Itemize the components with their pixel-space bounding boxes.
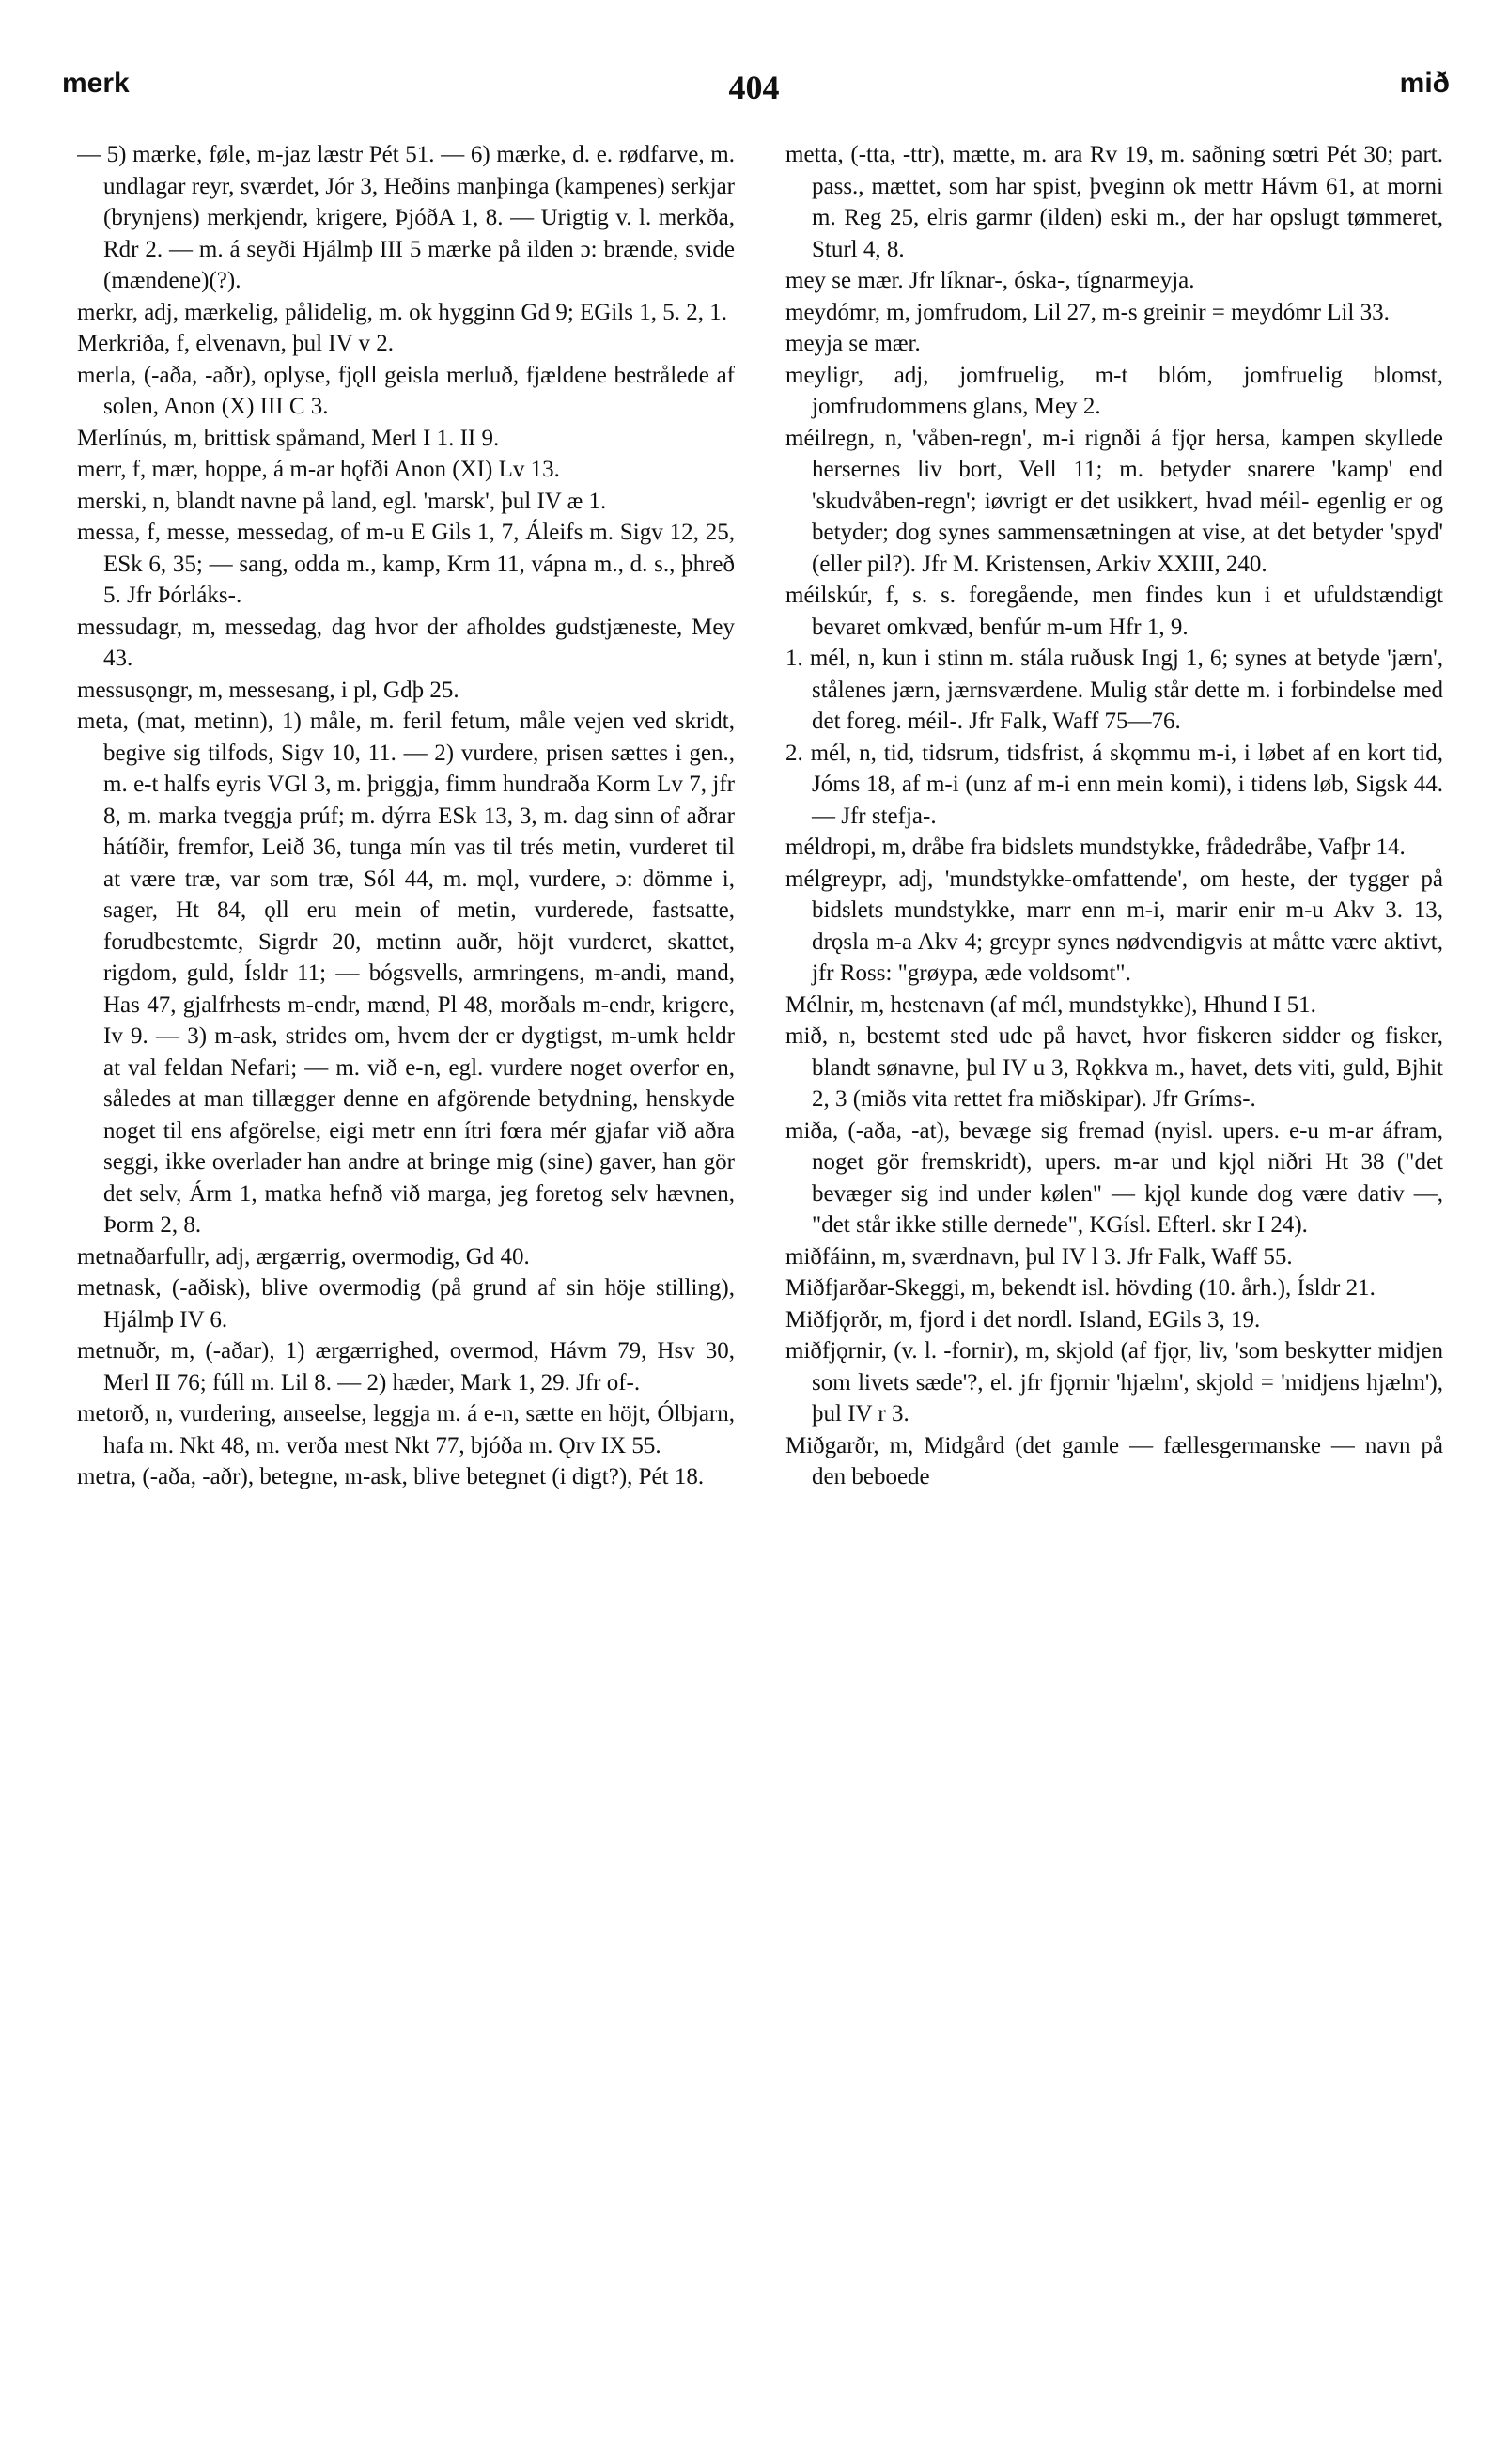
entry-meldropi: méldropi, m, dråbe fra bidslets mundstykke, frådedråbe, Vafþr 14. bbox=[785, 834, 1406, 860]
entry-midfjornir: miðfjǫrnir, (v. l. -fornir), m, skjold (af fjǫr, liv, 'som beskytter midjen som livets sæde'?, el. jfr fjǫrnir 'hjælm', skjold = 'midjens hjælm'), þul IV r 3. bbox=[785, 1338, 1443, 1427]
entry-merski: merski, n, blandt navne på land, egl. 'marsk', þul IV æ 1. bbox=[77, 488, 607, 514]
entry-metta: metta, (-tta, -ttr), mætte, m. ara Rv 19, m. saðning sœtri Pét 30; part. pass., mættet, som har spist, þveginn ok mettr Hávm 61, at morni m. Reg 25, elris garmr (ilden) eski m., der har opslugt tømmeret, Sturl 4, 8. bbox=[785, 142, 1443, 262]
entry-metord: metorð, n, vurdering, anseelse, leggja m. á e-n, sætte en höjt, Ólbjarn, hafa m. Nkt 48, m. verða mest Nkt 77, bjóða m. Ǫrv IX 55. bbox=[77, 1401, 735, 1458]
header-right-guideword: mið bbox=[1399, 68, 1450, 99]
entry-merkr: merkr, adj, mærkelig, pålidelig, m. ok hygginn Gd 9; EGils 1, 5. 2, 1. bbox=[77, 299, 727, 325]
page-number: 404 bbox=[728, 69, 780, 106]
entry-merkrida: Merkriða, f, elvenavn, þul IV v 2. bbox=[77, 331, 394, 356]
entry-meyja: meyja se mær. bbox=[785, 331, 921, 356]
entry-midfjordr: Miðfjǫrðr, m, fjord i det nordl. Island, EGils 3, 19. bbox=[785, 1306, 1261, 1333]
entry-metra: metra, (-aða, -aðr), betegne, m-ask, blive betegnet (i digt?), Pét 18. bbox=[77, 1464, 705, 1489]
entry-meta: meta, (mat, metinn), 1) måle, m. feril fetum, måle vejen ved skridt, begive sig tilfods, Sigv 10, 11. — 2) vurdere, prisen sættes i gen., m. e-t halfs eyris VGl 3, m. þriggja, fimm hundraða Korm Lv 7, jfr 8, m. marka tveggja prúf; m. dýrra ESk 13, 3, m. dag sinn of aðrar hátíðir, fremfor, Leið 36, tunga mín vas til trés metin, vurderet til at være træ, var som træ, Sól 44, m. mǫl, vurdere, ɔ: dömme i, sager, Ht 84, ǫll eru mein of metin, vurderede, fastsatte, forudbestemte, Sigrdr 20, metinn auðr, höjt vurderet, skattet, rigdom, guld, Ísldr 11; — bógsvells, armringens, m-andi, mand, Has 47, gjalfrhests m-endr, mænd, Pl 48, morðals m-endr, krigere, Iv 9. — 3) m-ask, strides om, hvem der er dygtigst, m-umk heldr at val feldan Nefari; — m. við e-n, egl. vurdere noget overfor en, således at man tillægger denne en afgörende betydning, henskyde noget til ens afgörelse, eigi metr enn ítri fœra mér gjafar við aðra seggi, ikke overlader han andre at bringe mig (sine) gaver, han gör det selv, Árm 1, matka hefnð við marga, jeg foretog selv hævnen, Þorm 2, 8. bbox=[77, 709, 735, 1238]
entry-merla: merla, (-aða, -aðr), oplyse, fjǫll geisla merluð, fjældene bestrålede af solen, Anon (X) III C 3. bbox=[77, 362, 735, 419]
entry-mel-1: 1. mél, n, kun i stinn m. stála ruðusk Ingj 1, 6; synes at betyde 'jærn', stålenes jærn, jærnsværdene. Mulig står dette m. i forbindelse med det foreg. méil-. Jfr Falk, Waff 75—76. bbox=[785, 646, 1443, 734]
entry-mey: mey se mær. Jfr líknar-, óska-, tígnarmeyja. bbox=[785, 268, 1195, 293]
right-column bbox=[785, 139, 1443, 2404]
entry-meydomr: meydómr, m, jomfrudom, Lil 27, m-s greinir = meydómr Lil 33. bbox=[785, 299, 1390, 325]
entry-meilregn: méilregn, n, 'våben-regn', m-i rignði á fjǫr hersa, kampen skyllede hersernes liv bort, Vell 11; m. betyder snarere 'kamp' end 'skudvåben-regn'; iøvrigt er det usikkert, hvad méil- egenlig er og betyder; dog synes sammensætningen at vise, at det betyder 'spyd' (eller pil?). Jfr M. Kristensen, Arkiv XXIII, 240. bbox=[785, 425, 1443, 577]
entry-midfainn: miðfáinn, m, sværdnavn, þul IV l 3. Jfr Falk, Waff 55. bbox=[785, 1243, 1293, 1270]
entry-messa: messa, f, messe, messedag, of m-u E Gils 1, 7, Áleifs m. Sigv 12, 25, ESk 6, 35; — sang, odda m., kamp, Krm 11, vápna m., d. s., þhreð 5. Jfr Þórláks-. bbox=[77, 520, 735, 608]
entry-meyligr: meyligr, adj, jomfruelig, m-t blóm, jomfruelig blomst, jomfrudommens glans, Mey 2. bbox=[785, 362, 1443, 419]
entry-merr: merr, f, mær, hoppe, á m-ar hǫfði Anon (XI) Lv 13. bbox=[77, 457, 560, 482]
entry-meilskur: méilskúr, f, s. s. foregående, men findes kun i et ufuldstændigt bevaret omkvæd, benfúr m-um Hfr 1, 9. bbox=[785, 583, 1443, 640]
entry-messusongr: messusǫngr, m, messesang, i pl, Gdþ 25. bbox=[77, 677, 459, 703]
left-column bbox=[77, 139, 735, 2404]
entry-mel-2: 2. mél, n, tid, tidsrum, tidsfrist, á skǫmmu m-i, i løbet af en kort tid, Jóms 18, af m-i (unz af m-i enn mein komi), i tidens løb, Sigsk 44. — Jfr stefja-. bbox=[785, 740, 1443, 829]
entry-mid: mið, n, bestemt sted ude på havet, hvor fiskeren sidder og fisker, blandt sønavne, þul IV u 3, Rǫkkva m., havet, dets viti, guld, Bjhit 2, 3 (miðs vita rettet fra miðskipar). Jfr Gríms-. bbox=[785, 1023, 1443, 1112]
entry-merlinus: Merlínús, m, brittisk spåmand, Merl I 1. II 9. bbox=[77, 425, 500, 451]
entry-melnir: Mélnir, m, hestenavn (af mél, mundstykke), Hhund I 51. bbox=[785, 991, 1316, 1018]
entry-metnudr: metnuðr, m, (-aðar), 1) ærgærrighed, overmod, Hávm 79, Hsv 30, Merl II 76; fúll m. Lil 8. — 2) hæder, Mark 1, 29. Jfr of-. bbox=[77, 1338, 735, 1396]
entry-midfjardar-skeggi: Miðfjarðar-Skeggi, m, bekendt isl. hövding (10. årh.), Ísldr 21. bbox=[785, 1275, 1376, 1301]
entry-mida: miða, (-aða, -at), bevæge sig fremad (nyisl. upers. e-u m-ar áfram, noget gör fremskridt), upers. m-ar und kjǫl niðri Ht 38 ("det bevæger sig ind under kølen" — kjǫl kunde dog være dativ —, "det står ikke stille dernede", KGísl. Efterl. skr I 24). bbox=[785, 1117, 1443, 1238]
entry-metnask: metnask, (-aðisk), blive overmodig (på grund af sin höje stilling), Hjálmþ IV 6. bbox=[77, 1275, 735, 1333]
entry-messudagr: messudagr, m, messedag, dag hvor der afholdes gudstjæneste, Mey 43. bbox=[77, 614, 735, 671]
entry-midgardr: Miðgarðr, m, Midgård (det gamle — fællesgermanske — navn på den beboede bbox=[785, 1432, 1443, 1489]
entry-melgreypr: mélgreypr, adj, 'mundstykke-omfattende', om heste, der tygger på bidslets mundstykke, marr enn m-i, marir enir m-u Akv 3. 13, drǫsla m-a Akv 4; greypr synes nødvendigvis at måtte være aktivt, jfr Ross: "grøypa, æde voldsomt". bbox=[785, 866, 1443, 986]
header-left-guideword: merk bbox=[62, 68, 130, 99]
entry-merke-cont: — 5) mærke, føle, m-jaz læstr Pét 51. — 6) mærke, d. e. rødfarve, m. undlagar reyr, sværdet, Jór 3, Heðins manþinga (kampenes) serkjar (brynjens) merkjendr, krigere, ÞjóðA 1, 8. — Urigtig v. l. merkða, Rdr 2. — m. á seyði Hjálmþ III 5 mærke på ilden ɔ: brænde, svide (mændene)(?). bbox=[77, 142, 735, 293]
entry-metnadarfullr: metnaðarfullr, adj, ærgærrig, overmodig, Gd 40. bbox=[77, 1243, 530, 1270]
